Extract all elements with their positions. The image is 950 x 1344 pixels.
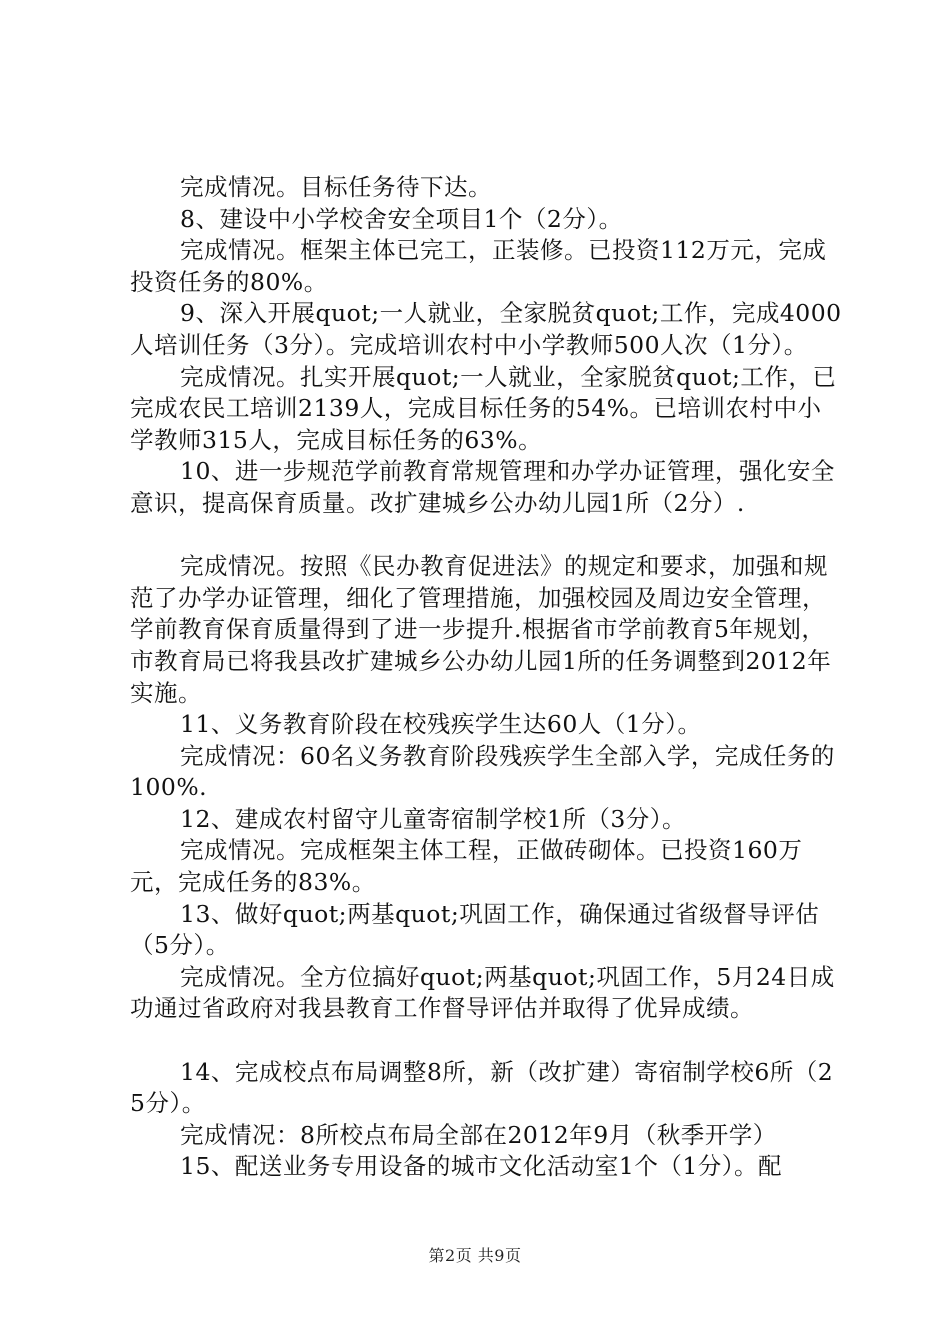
paragraph-16: 15、配送业务专用设备的城市文化活动室1个（1分）。配: [180, 1152, 783, 1181]
paragraph-13: 完成情况。全方位搞好quot;两基quot;巩固工作，5月24日成功通过省政府对我县教育工作督导评估并取得了优异成绩。: [130, 962, 835, 1023]
paragraph-12: 13、做好quot;两基quot;巩固工作，确保通过省级督导评估（5分）。: [130, 899, 820, 960]
paragraph-15: 完成情况：8所校点布局全部在2012年9月（秋季开学）: [180, 1120, 777, 1149]
paragraph-3: 完成情况。框架主体已完工，正装修。已投资112万元，完成投资任务的80%。: [130, 236, 827, 296]
page-footer: 第2页 共9页: [428, 1246, 522, 1265]
paragraph-7: 完成情况。按照《民办教育促进法》的规定和要求，加强和规范了办学办证管理，细化了管理措施，加强校园及周边安全管理，学前教育保育质量得到了进一步提升.根据省市学前教育5年规划，市教育局已将我县改扩建城乡公办幼儿园1所的任务调整到2012年实施。: [130, 552, 832, 707]
paragraph-9: 完成情况：60名义务教育阶段残疾学生全部入学，完成任务的100%.: [130, 741, 835, 802]
paragraph-14: 14、完成校点布局调整8所，新（改扩建）寄宿制学校6所（25分）。: [130, 1057, 834, 1118]
paragraph-8: 11、义务教育阶段在校残疾学生达60人（1分）。: [180, 710, 702, 739]
paragraph-2: 8、建设中小学校舍安全项目1个（2分）。: [180, 204, 623, 233]
paragraph-10: 12、建成农村留守儿童寄宿制学校1所（3分）。: [180, 804, 687, 833]
paragraph-5: 完成情况。扎实开展quot;一人就业，全家脱贫quot;工作，已完成农民工培训2139人，完成目标任务的54%。已培训农村中小学教师315人，完成目标任务的63%。: [130, 362, 837, 454]
paragraph-1: 完成情况。目标任务待下达。: [180, 173, 492, 201]
paragraph-4: 9、深入开展quot;一人就业，全家脱贫quot;工作，完成4000人培训任务（3分）。完成培训农村中小学教师500人次（1分）。: [130, 299, 842, 359]
paragraph-11: 完成情况。完成框架主体工程，正做砖砌体。已投资160万元，完成任务的83%。: [130, 836, 803, 897]
paragraph-6: 10、进一步规范学前教育常规管理和办学办证管理，强化安全意识，提高保育质量。改扩建城乡公办幼儿园1所（2分）.: [130, 457, 835, 517]
document-body: [130, 172, 842, 1183]
